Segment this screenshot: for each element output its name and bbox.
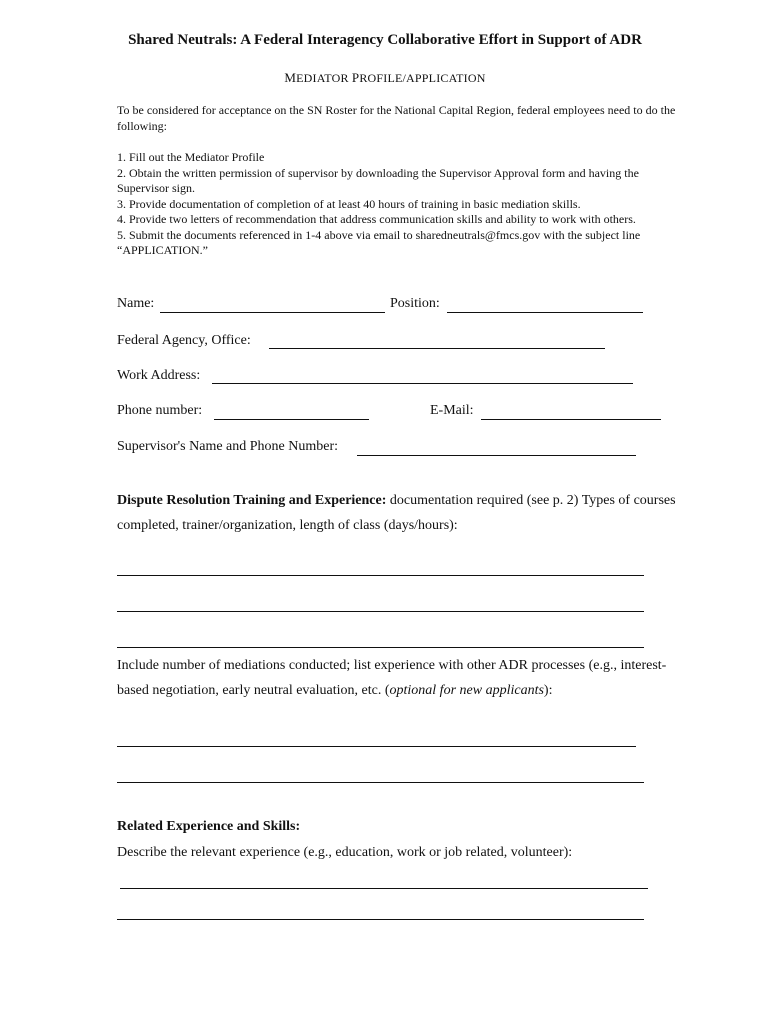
related-line-2[interactable] — [117, 919, 644, 920]
phone-label: Phone number: — [117, 403, 203, 418]
position-label: Position: — [390, 296, 440, 311]
training-section — [117, 488, 677, 538]
related-heading: Related Experience and Skills: — [117, 819, 301, 834]
email-field[interactable] — [481, 419, 661, 420]
work-address-field[interactable] — [212, 383, 633, 384]
training-line-1[interactable] — [117, 575, 644, 576]
agency-field[interactable] — [269, 348, 605, 349]
mediations-text: Include number of mediations conducted; list experience with other ADR processes (e.g., interest-based negotiation, early neutral evaluation, etc. ( — [117, 658, 667, 698]
training-heading: Dispute Resolution Training and Experience: — [117, 493, 387, 508]
name-field[interactable] — [160, 312, 385, 313]
training-line-2[interactable] — [117, 611, 644, 612]
supervisor-label: Supervisor's Name and Phone Number: — [117, 439, 339, 454]
intro-text: To be considered for acceptance on the SN Roster for the National Capital Region, federal employees need to do the following: — [117, 103, 676, 133]
mediations-line-1[interactable] — [117, 746, 636, 747]
instruction-step: 1. Fill out the Mediator Profile — [117, 150, 265, 164]
position-field[interactable] — [447, 312, 643, 313]
related-line-1[interactable] — [120, 888, 648, 889]
document-subtitle: MEDIATOR PROFILE/APPLICATION — [284, 70, 486, 85]
mediations-section: Include number of mediations conducted; list experience with other ADR processes (e.g., interest-based negotiation, early neutral evaluation, etc. (optional for new applicants): — [117, 658, 667, 698]
instruction-step: 2. Obtain the written permission of supervisor by downloading the Supervisor Approval form and having the Supervisor sign. — [117, 165, 639, 195]
instruction-step: 3. Provide documentation of completion of at least 40 hours of training in basic mediation skills. — [117, 196, 581, 211]
mediations-line-2[interactable] — [117, 782, 644, 783]
agency-label: Federal Agency, Office: — [117, 333, 251, 348]
email-label: E-Mail: — [430, 403, 474, 418]
related-text: Describe the relevant experience (e.g., education, work or job related, volunteer): — [117, 845, 573, 860]
instructions-list — [117, 150, 677, 259]
mediations-optional-note: optional for new applicants — [389, 683, 544, 698]
document-title: Shared Neutrals: A Federal Interagency Collaborative Effort in Support of ADR — [128, 32, 642, 48]
instruction-step: 4. Provide two letters of recommendation that address communication skills and ability to work with others. — [117, 212, 636, 226]
training-line-3[interactable] — [117, 647, 644, 648]
name-label: Name: — [117, 296, 155, 311]
instruction-step: 5. Submit the documents referenced in 1-4 above via email to sharedneutrals@fmcs.gov with the subject line “APPLICATION.” — [117, 227, 641, 257]
phone-field[interactable] — [214, 419, 369, 420]
supervisor-field[interactable] — [357, 455, 636, 456]
training-text: documentation required (see p. 2) Types of courses completed, trainer/organization, length of class (days/hours): — [117, 493, 676, 533]
work-address-label: Work Address: — [117, 368, 201, 383]
